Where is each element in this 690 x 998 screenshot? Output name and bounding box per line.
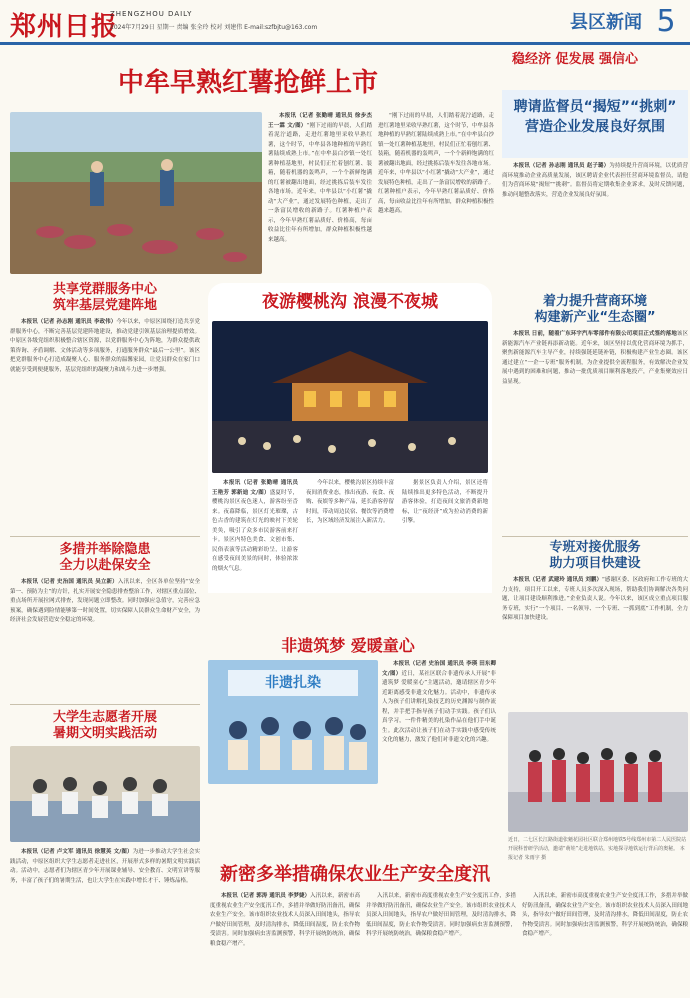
night-body-2: 今年以来，樱桃沟景区持续丰富夜间消费业态，推出夜游、夜食、夜购、夜娱等多种产品，延长游客停留时间，带动周边民宿、餐饮等消费增长，为区域经济发展注入新活力。: [306, 480, 394, 524]
newspaper-logo: 郑州日报: [10, 12, 119, 42]
section-name: 县区新闻: [570, 12, 642, 33]
env-text: [502, 330, 688, 534]
heritage-text: [382, 660, 496, 784]
night-body-1: 盛夏时节，樱桃沟景区夜色迷人，游客纷至沓来。夜幕降临，景区灯光璀璨，古色古香的建筑在灯光的映衬下美轮美奂，吸引了众多市民游客前来打卡。景区内特色美食、文创市集、民俗表演等活动精彩纷呈，让游客在感受夜间美景的同时，体验浓浓的烟火气息。: [212, 489, 298, 572]
night-text-2: [306, 479, 394, 589]
night-byline: 本报讯（记者 张勤晴 通讯员 王艳芳 郭新迪 文/图）: [212, 480, 298, 496]
service-headline: 专班对接优服务 助力项目快建设: [549, 540, 641, 571]
night-text-1: [212, 479, 298, 589]
masthead: [0, 0, 690, 67]
students-photo: [10, 746, 200, 842]
night-text-3: [402, 479, 488, 589]
left-divider: [10, 536, 200, 537]
page-number: 5: [656, 4, 676, 39]
lead-headline: 中牟早熟红薯抢鲜上市: [117, 68, 378, 98]
issue-line: 2024年7月29日 星期一 责编 张全玲 校对 刘建伟 E-mail:szfbjtu@163.com: [110, 24, 318, 31]
left-divider-2: [10, 704, 200, 705]
safety-byline: 本报讯（记者 史治国 通讯员 吴立新）: [21, 579, 118, 585]
students-text: [10, 848, 200, 990]
right-divider: [502, 536, 688, 537]
lead-photo: [10, 112, 262, 274]
heritage-sign: 非遗扎染: [265, 675, 321, 691]
safety-headline: 多措并举除隐患 全力以赴保安全: [59, 542, 151, 573]
lead-text-2: [378, 112, 494, 274]
lead-body: “刚下过雨的早晨，人们踏着泥泞道路，走进红薯地里采收早熟红薯，这个时节，中牟县各地种植的早熟红薯陆续成熟上市。”在中牟县白沙镇一处红薯种植基地里，村民们正忙着刨红薯、装箱，随着机器的轰鸣声，一个个新鲜饱满的红薯被翻出地面，经过挑拣后装车发往各地市场。近年来，中牟县以“小红薯”撬动“大产业”，通过发展特色种植，走出了一条富民增收的新路子。红薯种植户表示，今年早熟红薯品质好、价格高，每亩收益比往年有所增加，群众种植积极性越来越高。: [268, 122, 372, 243]
lead-text: [268, 112, 372, 274]
students-byline: 本报讯（记者 卢文军 通讯员 徐慧英 文/图）: [21, 849, 133, 855]
agri-text-1: [210, 892, 360, 992]
heritage-headline: 非遗筑梦 爱暖童心: [281, 636, 415, 655]
night-body-3: 据景区负责人介绍，景区还将陆续推出更多特色活动，不断提升游客体验，打造夜间文旅消费新地标，让“夜经济”成为拉动消费的新引擎。: [402, 480, 488, 524]
metro-photo: [508, 712, 688, 832]
env-headline: 着力提升营商环境 构建新产业“生态圈”: [534, 294, 656, 325]
night-photo: [212, 321, 488, 473]
env-body: 该区新能源汽车产业链再添新动能。近年来，该区坚持以优化营商环境为抓手，聚焦新能源汽车主导产业，持续强链延链补链，积极构建产业生态圈。该区通过建立“一企一专班”服务机制，为企业提供全流程服务，有效解决企业发展中遇到的困难和问题，推动一批优质项目顺利落地投产，产业集聚效应日益显现。: [502, 331, 688, 385]
service-body: “感谢区委、区政府和工作专班的大力支持，项目开工以来，专班人员多次深入现场，帮助我们协调解决各类问题，让项目建设顺利推进。”企业负责人说。今年以来，该区成立重点项目服务专班，实行“一个项目、一名领导、一个专班、一抓到底”工作机制，全力保障项目加快建设。: [502, 577, 688, 621]
party-headline: 共享党群服务中心 筑牢基层党建阵地: [52, 282, 157, 313]
lead-byline: 本报讯（记者 张勤晴 通讯员 徐步杰 王一霖 文/图）: [268, 113, 372, 129]
center-panel: [208, 283, 492, 593]
students-body: 为进一步推动大学生社会实践活动，中原区组织大学生志愿者走进社区，开展形式多样的暑期文明实践活动。活动中，志愿者们为辖区青少年开展课业辅导、安全教育、文明宣讲等服务，丰富了孩子们的暑期生活，也让大学生在实践中增长才干、锤炼品格。: [10, 849, 200, 884]
safety-text: [10, 578, 200, 700]
lead-body-cont: “刚下过雨的早晨，人们踏着泥泞道路，走进红薯地里采收早熟红薯，这个时节，中牟县各地种植的早熟红薯陆续成熟上市。”在中牟县白沙镇一处红薯种植基地里，村民们正忙着刨红薯、装箱，随着机器的轰鸣声，一个个新鲜饱满的红薯被翻出地面，经过挑拣后装车发往各地市场。近年来，中牟县以“小红薯”撬动“大产业”，通过发展特色种植，走出了一条富民增收的新路子。红薯种植户表示，今年早熟红薯品质好、价格高，每亩收益比往年有所增加，群众种植积极性越来越高。: [378, 113, 494, 214]
banner-title-1: 聘请监督员“揭短”“挑刺”: [513, 99, 677, 115]
metro-caption: 近日，二七区长江路街道张魁花园社区联合郑州地铁5号线郑州市第二人民医院站开展科普研学活动，邀请“萌娃”走进地铁站，实地探寻地铁运行背后的奥秘。 本报记者 朱雨宇 摄: [508, 837, 687, 861]
newspaper-logo-en: ZHENGZHOU DAILY: [110, 10, 193, 18]
students-headline: 大学生志愿者开展 暑期文明实践活动: [52, 710, 157, 741]
party-body: 今年以来，中原区围绕打造共享党群服务中心，不断完善基层党建阵地建设，推动党建引领基层治理提质增效。中原区各级党组织积极整合辖区资源，以党群服务中心为阵地，为群众提供政策咨询、矛盾调解、文体活动等多项服务，打通服务群众“最后一公里”。该区把党群服务中心打造成凝聚人心、服务群众的温馨家园，让党员群众在家门口就能享受到便捷服务，基层党组织的凝聚力和战斗力进一步增强。: [10, 319, 200, 373]
banner-text: [502, 162, 688, 284]
right-banner: [502, 90, 688, 158]
agri-headline: 新密多举措确保农业生产安全度汛: [220, 864, 490, 885]
service-byline: 本报讯（记者 武建玲 通讯员 刘鹏）: [513, 577, 603, 583]
agri-body-cont: 入汛以来，新密市高度重视农业生产安全度汛工作，多措并举做好防汛备汛，确保农业生产安全。该市组织农业技术人员深入田间地头，指导农户做好田间管理，及时清沟排水，降低田间湿度，防止农作物受渍害。同时加强病虫害监测预警，科学开展统防统治，确保粮食稳产增产。: [366, 893, 516, 937]
agri-text-3: [522, 892, 688, 992]
heritage-byline: 本报讯（记者 史治国 通讯员 李瑛 田东卿 文/图）: [382, 661, 496, 677]
night-headline: 夜游樱桃沟 浪漫不夜城: [262, 292, 438, 312]
agri-body: 入汛以来，新密市高度重视农业生产安全度汛工作，多措并举做好防汛备汛，确保农业生产安全。该市组织农业技术人员深入田间地头，指导农户做好田间管理，及时清沟排水，降低田间湿度，防止农作物受渍害。同时加强病虫害监测预警，科学开展统防统治，确保粮食稳产增产。: [210, 893, 360, 947]
agri-byline: 本报讯（记者 郭涛 通讯员 李梦婕）: [221, 893, 311, 899]
service-text: [502, 576, 688, 704]
banner-byline: 本报讯（记者 孙志刚 通讯员 赵子璐）: [513, 163, 610, 169]
agri-body-cont-2: 入汛以来，新密市高度重视农业生产安全度汛工作，多措并举做好防汛备汛，确保农业生产安全。该市组织农业技术人员深入田间地头，指导农户做好田间管理，及时清沟排水，降低田间湿度，防止农作物受渍害。同时加强病虫害监测预警，科学开展统防统治，确保粮食稳产增产。: [522, 893, 688, 937]
banner-title-2: 营造企业发展良好氛围: [525, 119, 665, 135]
party-byline: 本报讯（记者 孙志刚 通讯员 李政伟）: [21, 319, 117, 325]
heritage-body: 近日，某社区联合非遗传承人开展“非遗筑梦 爱暖童心”主题活动，邀请辖区青少年近距离感受非遗文化魅力。活动中，非遗传承人为孩子们讲解扎染技艺的历史渊源与制作流程，并手把手指导孩子们动手实践。孩子们认真学习，一件件精美的扎染作品在他们手中诞生。此次活动让孩子们在动手实践中感受传统文化的魅力，激发了他们对非遗文化的兴趣。: [382, 670, 496, 743]
agri-text-2: [366, 892, 516, 992]
safety-body: 入汛以来，全区各单位坚持“安全第一、预防为主”的方针，扎实开展安全隐患排查整治工作，对辖区重点部位、重点场所开展拉网式排查，发现问题立即整改。同时加强应急值守，完善应急预案，确保遇到险情能够第一时间处置，切实保障人民群众生命财产安全，为经济社会发展营造安全稳定的环境。: [10, 579, 200, 623]
banner-body: 为持续提升营商环境，以优质营商环境推动企业高质量发展，该区聘请企业代表担任营商环境监督员，请他们为营商环境“揭短”“挑刺”。监督员将定期收集企业诉求，及时反馈问题，推动问题整改落实，营造企业发展良好氛围。: [502, 163, 688, 198]
slogan: 稳经济 促发展 强信心: [512, 52, 639, 67]
party-text: [10, 318, 200, 530]
masthead-rule: [0, 42, 690, 45]
heritage-photo: [208, 660, 378, 784]
env-byline: 本报讯 日前，随着广东环宇汽车零部件有限公司项目正式签约落地: [513, 331, 677, 337]
